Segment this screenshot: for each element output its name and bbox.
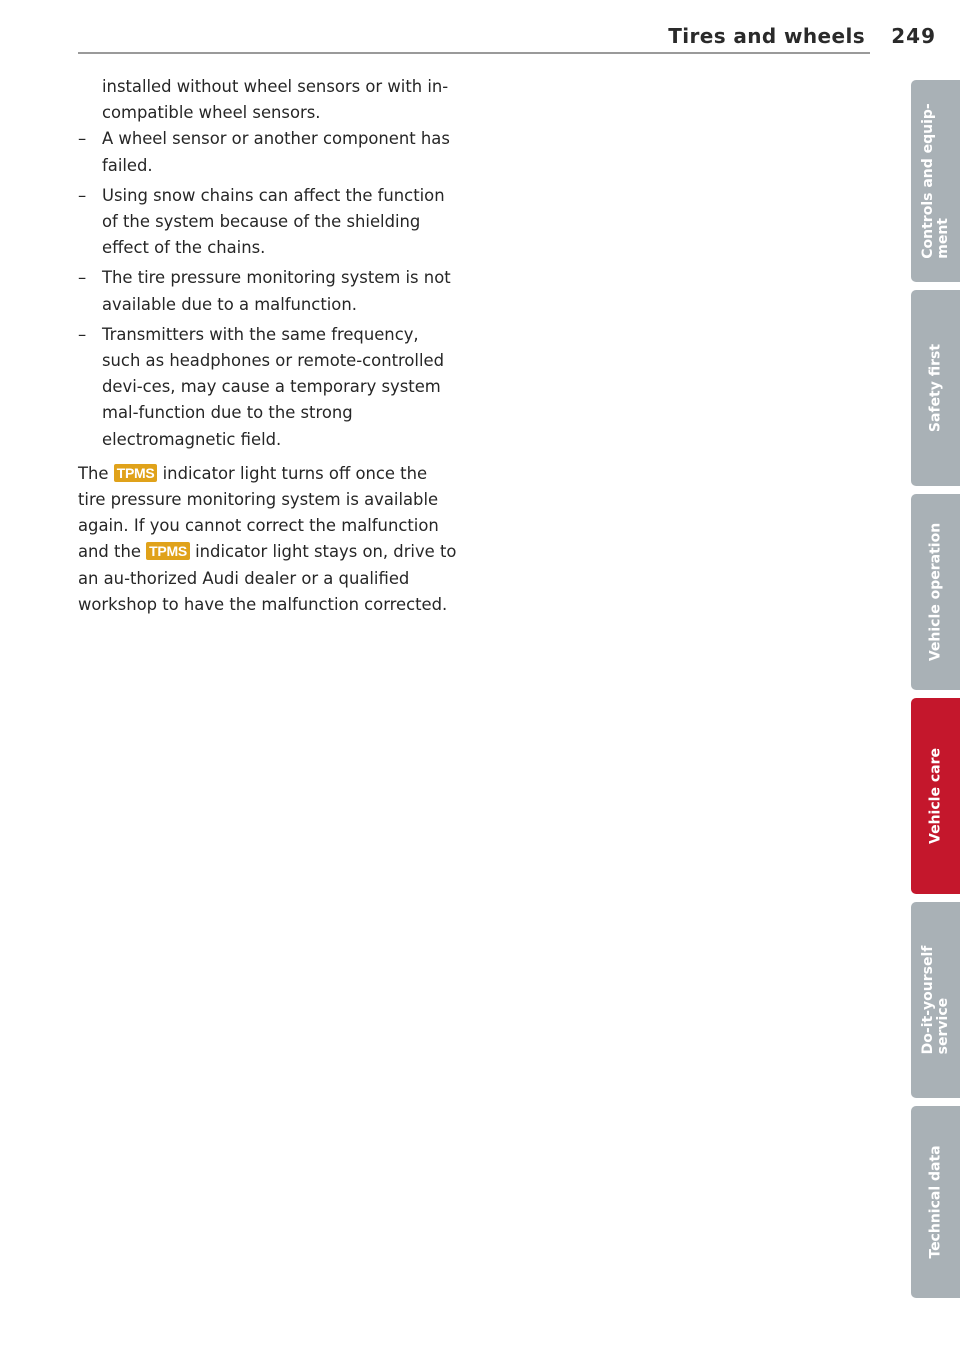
tab-do-it-yourself-service[interactable] xyxy=(911,902,960,1098)
tpms-indicator-icon: TPMS xyxy=(114,464,158,482)
tab-label: Controls and equip- ment xyxy=(919,103,951,259)
paragraph-text: The xyxy=(78,463,109,483)
tab-vehicle-care[interactable] xyxy=(911,698,960,894)
dash-marker: – xyxy=(78,268,87,288)
list-item xyxy=(78,126,458,178)
tab-safety-first[interactable] xyxy=(911,290,960,486)
tab-label: Safety first xyxy=(927,343,943,433)
tab-label: Vehicle operation xyxy=(927,522,943,662)
tab-controls-and-equipment[interactable] xyxy=(911,80,960,282)
list-item-text: Transmitters with the same frequency, such as headphones or remote-controlled devi-ces, may cause a temporary system mal-function due to the strong electromagnetic field. xyxy=(102,324,445,449)
body-text xyxy=(78,74,458,618)
tab-technical-data[interactable] xyxy=(911,1106,960,1298)
list-item-text: Using snow chains can affect the function of the system because of the shielding effect of the chains. xyxy=(102,185,445,258)
indicator-off-paragraph xyxy=(78,461,458,618)
paragraph-text: If you cannot correct the malfunction and the xyxy=(78,516,439,562)
page-header xyxy=(0,0,960,60)
tab-label: Technical data xyxy=(927,1145,943,1259)
paragraph-text: indicator light turns off once the tire pressure monitoring system is available again. xyxy=(78,463,439,536)
malfunction-causes-list xyxy=(78,126,458,452)
intro-continuation: installed without wheel sensors or with in-compatible wheel sensors. xyxy=(102,77,449,123)
dash-marker: – xyxy=(78,324,87,344)
list-item-text: A wheel sensor or another component has failed. xyxy=(102,129,450,175)
list-item xyxy=(78,322,458,453)
list-item xyxy=(78,183,458,262)
header-divider xyxy=(78,52,870,54)
dash-marker: – xyxy=(78,129,87,149)
tab-label: Vehicle care xyxy=(927,748,943,844)
tab-vehicle-operation[interactable] xyxy=(911,494,960,690)
dash-marker: – xyxy=(78,185,87,205)
tab-label: Do-it-yourself service xyxy=(919,945,951,1055)
paragraph-text: indicator light stays on, drive to an au-thorized Audi dealer or a qualified workshop to have the malfunction corrected. xyxy=(78,542,457,614)
list-item-text: The tire pressure monitoring system is not available due to a malfunction. xyxy=(102,268,451,314)
page-number: 249 xyxy=(891,24,936,48)
chapter-title: Tires and wheels xyxy=(668,24,865,48)
list-item xyxy=(78,265,458,317)
tpms-indicator-icon: TPMS xyxy=(146,542,190,560)
